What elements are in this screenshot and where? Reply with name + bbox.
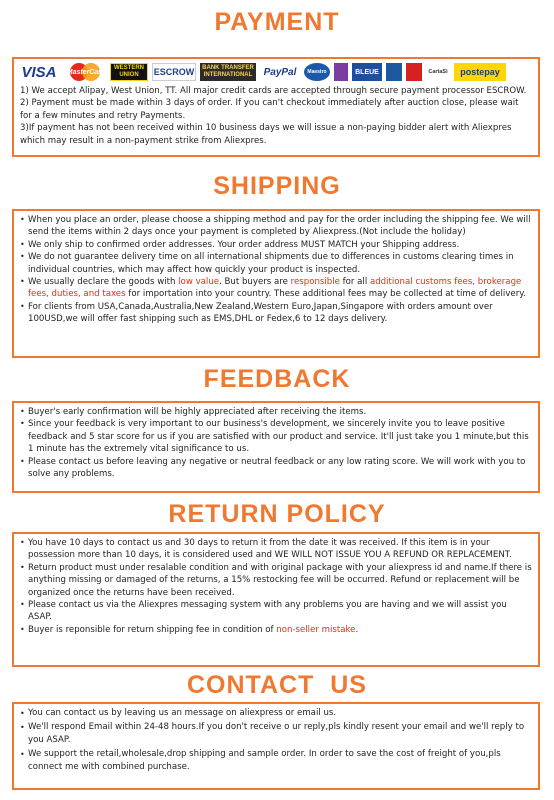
visa-logo: VISA xyxy=(21,63,57,81)
card-red-icon xyxy=(406,63,422,81)
contact-item: • You can contact us by leaving us an message on aliexpress or email us. xyxy=(20,707,532,721)
postepay-logo: postepay xyxy=(454,63,506,81)
escrow-logo: ESCROW xyxy=(152,63,196,81)
feedback-item: • Buyer's early confirmation will be highly appreciated after receiving the items. xyxy=(20,406,532,418)
feedback-heading: FEEDBACK xyxy=(203,365,351,393)
card-icon xyxy=(334,63,348,81)
non-seller-mistake-highlight: non-seller mistake xyxy=(276,624,356,635)
contact-heading: CONTACT US xyxy=(187,671,367,699)
bank-transfer-logo: BANK TRANSFER INTERNATIONAL xyxy=(200,63,256,81)
shipping-item: • We only ship to confirmed order addresses. Your order address MUST MATCH your Shipping address. xyxy=(20,239,532,251)
carte-bleue-logo: BLEUE xyxy=(352,63,382,81)
return-item: • Return product must under resalable condition and with original package with your aliexpress id and name.If there is anything missing or damaged of the returns, a 15% restocking fee will be occurred. Refund or replacement will be organized once the returns have been received. xyxy=(20,562,532,599)
feedback-item: • Please contact us before leaving any negative or neutral feedback or any low rating score. We will work with you to solve any problems. xyxy=(20,456,532,481)
return-item: • You have 10 days to contact us and 30 days to return it from the date it was received. If this item is in your possession more than 10 days, it is considered used and WE WILL NOT ISSUE YOU A REFUND OR REPLACEMENT. xyxy=(20,537,532,562)
low-value-highlight: low value xyxy=(178,277,220,288)
paypal-logo: PayPal xyxy=(263,66,297,78)
payment-line-2: 2) Payment must be made within 3 days of order. If you can't checkout immediately after auction close, please wait for a few minutes and retry Payments. xyxy=(20,98,519,121)
payment-line-1: 1) We accept Alipay, West Union, TT. All major credit cards are accepted through secure payment processor ESCROW. xyxy=(20,86,527,96)
shipping-item: • We do not guarantee delivery time on all international shipments due to differences in customs clearing times in individual countries, which may affect how quickly your product is inspected. xyxy=(20,251,532,276)
shipping-item: • When you place an order, please choose a shipping method and pay for the order including the shipping fee. We will send the items within 2 days once your payment is completed by Aliexpress.(Not include the holiday) xyxy=(20,214,532,239)
contact-item: • We'll respond Email within 24-48 hours.If you don't receive o ur reply,pls kindly resent your email and we'll reply to you ASAP. xyxy=(20,721,532,748)
return-policy-heading: RETURN POLICY xyxy=(168,500,386,528)
cartasi-logo: CartaSi xyxy=(428,69,448,75)
payment-line-3: 3)If payment has not been received within 10 business days we will issue a non-paying bidder alert with Aliexpres which may result in a non-payment strike from Aliexpres. xyxy=(20,123,512,146)
return-item-shipping-fee: • Buyer is reponsible for return shipping fee in condition of non-seller mistake. xyxy=(20,624,532,636)
contact-item: • We support the retail,wholesale,drop shipping and sample order. In order to save the cost of freight of you,pls connect me with combined purchase. xyxy=(20,748,532,775)
payment-logos xyxy=(14,59,538,84)
responsible-highlight: responsible xyxy=(290,277,340,288)
payment-heading: PAYMENT xyxy=(214,8,340,36)
mastercard-logo: MasterCard xyxy=(66,63,106,81)
jcb-icon xyxy=(386,63,402,81)
western-union-logo: WESTERN UNION xyxy=(110,63,148,81)
return-policy-box xyxy=(12,532,540,667)
shipping-box xyxy=(12,209,540,358)
maestro-logo: Maestro xyxy=(304,63,330,81)
contact-box xyxy=(12,702,540,790)
payment-box xyxy=(12,57,540,157)
shipping-item: • For clients from USA,Canada,Australia,New Zealand,Western Euro,Japan,Singapore with orders amount over 100USD,we will offer fast shipping such as EMS,DHL or Fedex,6 to 12 days delivery. xyxy=(20,301,532,326)
shipping-heading: SHIPPING xyxy=(213,172,341,200)
feedback-item: • Since your feedback is very important to our business's development, we sincerely invite you to leave positive feedback and 5 star score for us if you are satisfied with our product and service. It'll just take you 1 minute,but this 1 minute has the extremely vital significance to us. xyxy=(20,418,532,455)
shipping-item-customs: • We usually declare the goods with low value. But buyers are responsible for all additional customs fees, brokerage fees, duties, and taxes for importation into your country. These additional fees may be collected at time of delivery. xyxy=(20,276,532,301)
return-item: • Please contact us via the Aliexpres messaging system with any problems you are having and we will assist you ASAP. xyxy=(20,599,532,624)
feedback-box xyxy=(12,401,540,493)
fees-highlight: additional customs fees, brokerage fees, duties, and taxes xyxy=(28,277,522,300)
